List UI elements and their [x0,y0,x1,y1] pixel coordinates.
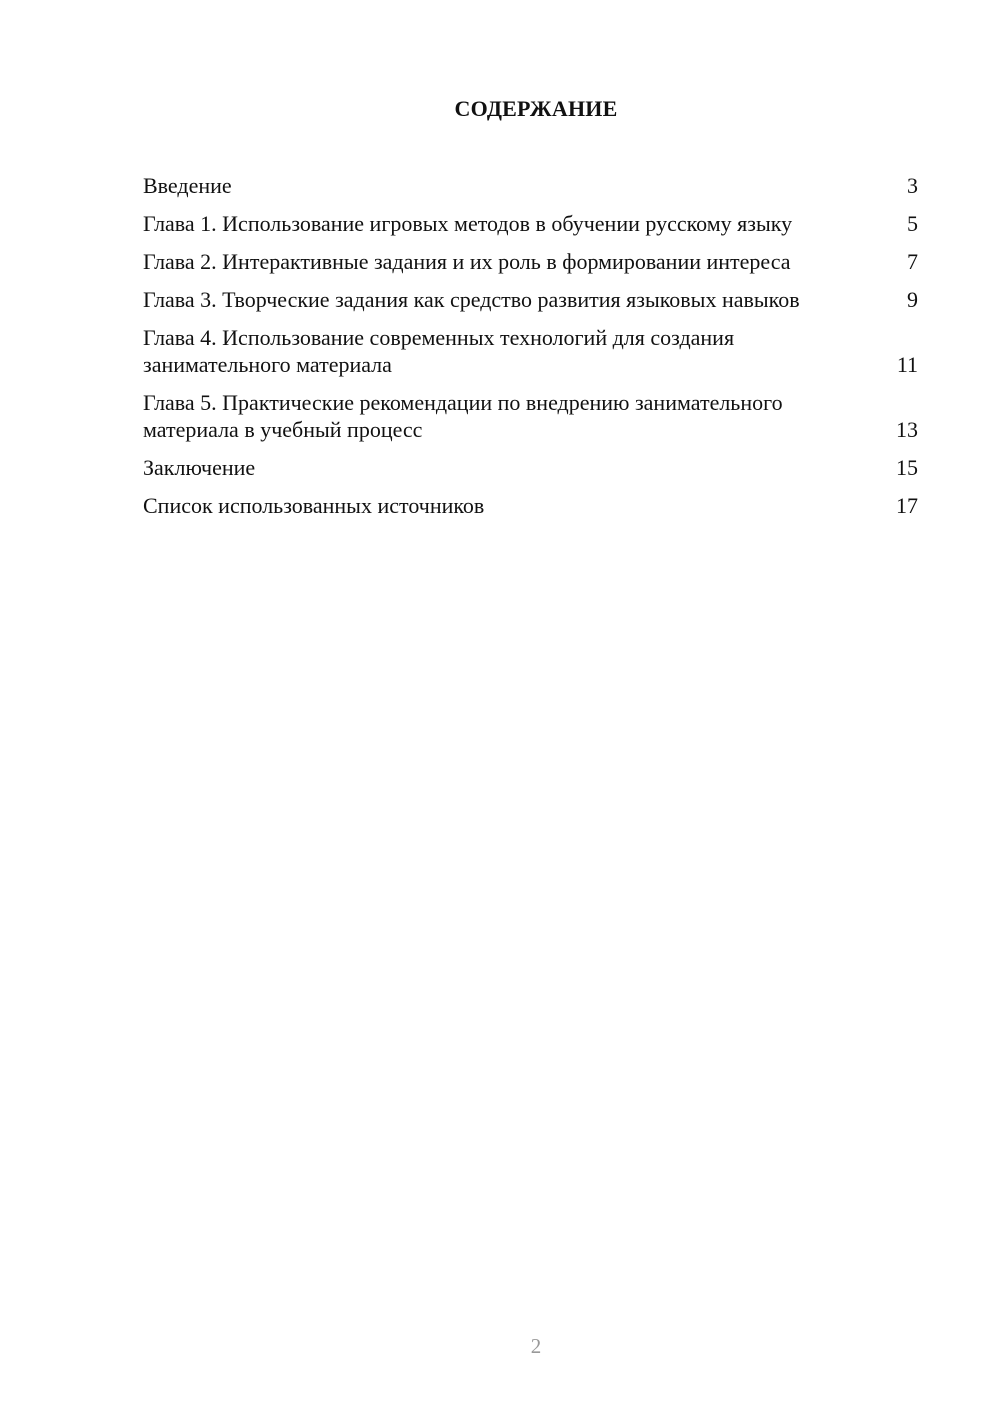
toc-entry-page: 11 [896,352,918,377]
toc-entry-title: Глава 1. Использование игровых методов в обучении русскому языку [143,211,793,236]
toc-entry-page: 7 [907,249,918,274]
toc-entry-chapter-1 [143,210,918,237]
page-title: СОДЕРЖАНИЕ [454,96,618,121]
toc-entry-title: Глава 3. Творческие задания как средство развития языковых навыков [143,287,800,312]
toc-entry-page: 9 [907,287,918,312]
toc-entry-page: 17 [896,493,918,518]
toc-entry-chapter-5 [143,389,918,443]
toc-entry-page: 13 [896,417,918,442]
toc-entry-chapter-2 [143,248,918,275]
toc-entry-title: Глава 5. Практические рекомендации по внедрению занимательного материала в учебный процесс [143,390,783,442]
toc-entry-page: 3 [907,173,918,198]
toc-entry-page: 5 [907,211,918,236]
toc-entry-title: Введение [143,173,232,198]
toc-entry-title: Глава 4. Использование современных технологий для создания занимательного материала [143,325,735,377]
table-of-contents [143,172,918,530]
toc-entry-title: Список использованных источников [143,493,485,518]
toc-entry-chapter-3 [143,286,918,313]
toc-entry-conclusion [143,454,918,481]
toc-entry-title: Заключение [143,455,256,480]
page-number: 2 [530,1334,542,1358]
toc-entry-introduction [143,172,918,199]
toc-entry-page: 15 [896,455,918,480]
toc-entry-title: Глава 2. Интерактивные задания и их роль в формировании интереса [143,249,791,274]
toc-entry-references [143,492,918,519]
toc-entry-chapter-4 [143,324,918,378]
